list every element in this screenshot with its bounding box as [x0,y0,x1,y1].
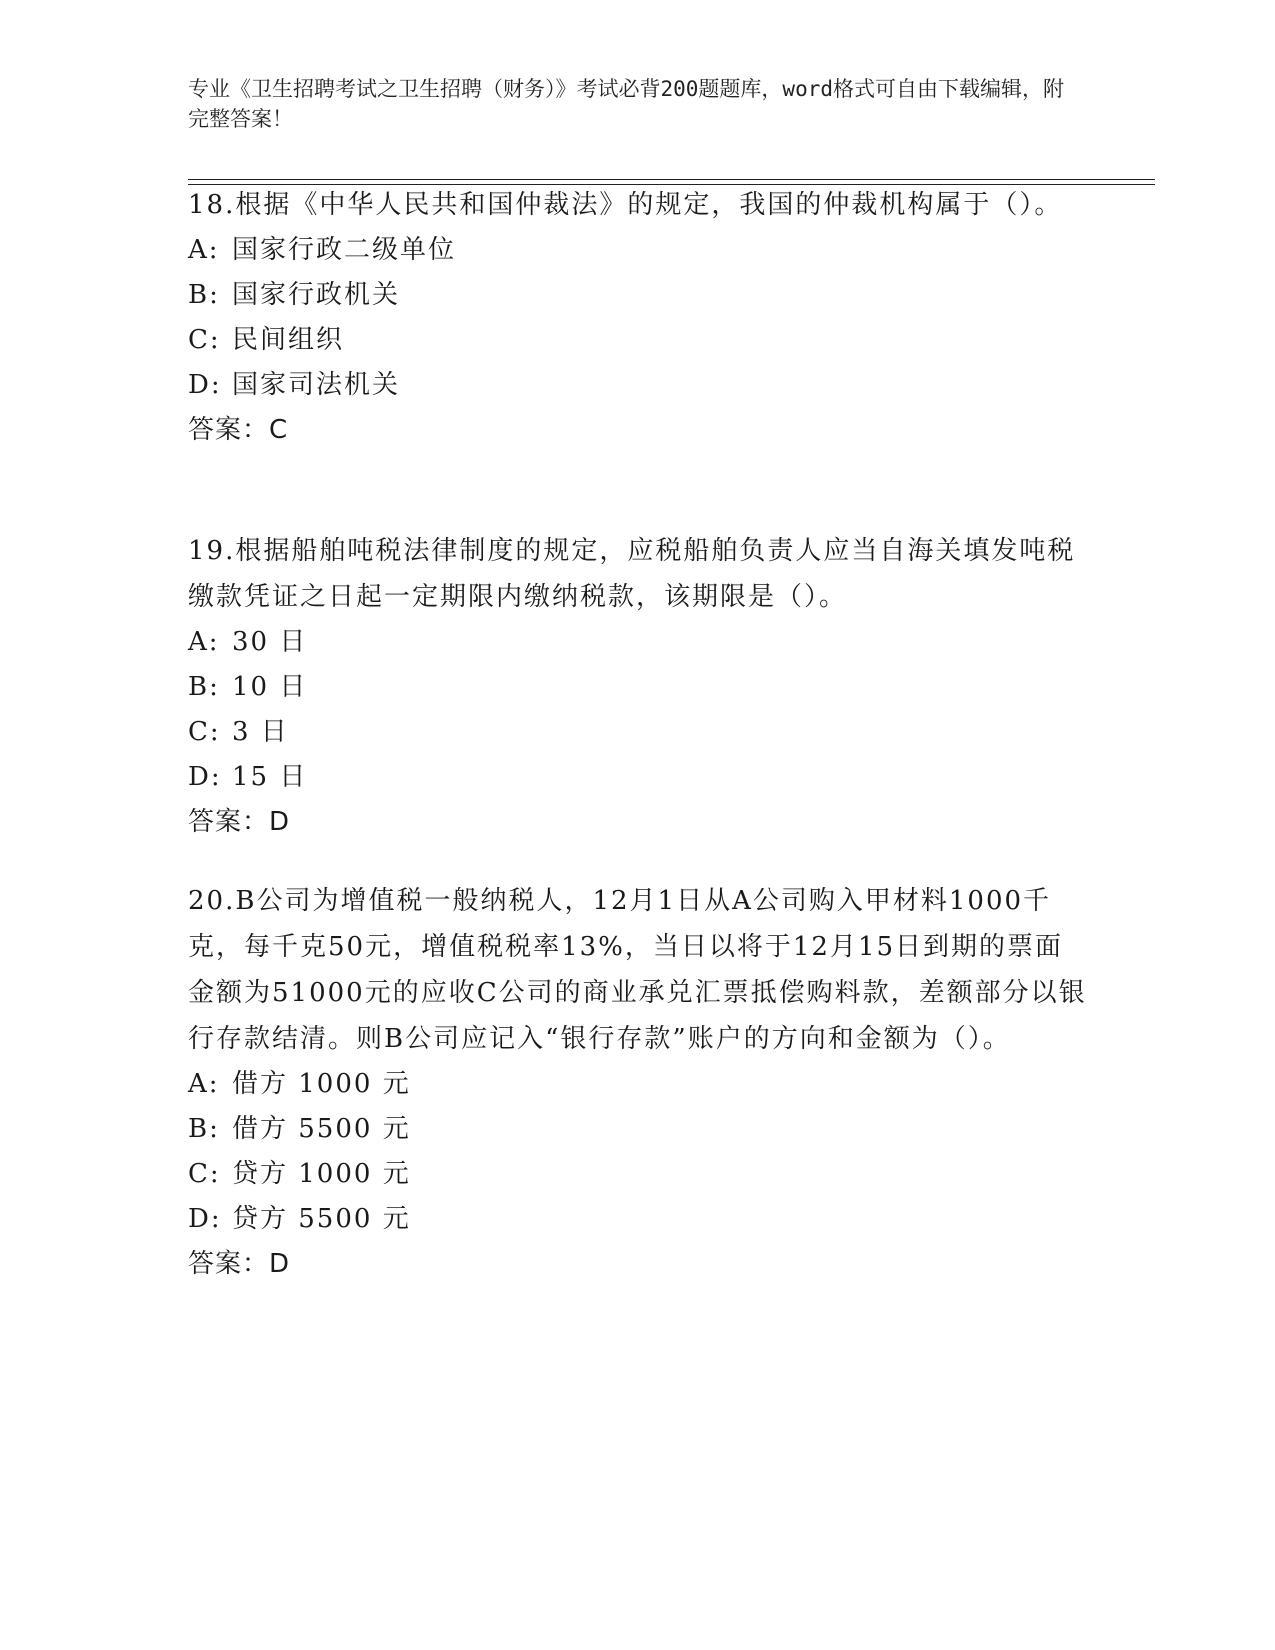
option-text: 贷方 1000 元 [232,1159,411,1189]
option-text: 贷方 5500 元 [232,1204,411,1234]
option-letter: A: [188,627,220,657]
option-text: 国家行政二级单位 [232,235,457,265]
option-letter: B: [188,672,220,702]
option-a [188,620,1088,665]
option-d [188,755,1088,800]
answer-line: 答案：D [188,807,291,837]
option-letter: D: [188,762,222,792]
answer-line: 答案：D [188,1249,291,1279]
answer-line: 答案：C [188,415,289,445]
question-stem: 19.根据船舶吨税法律制度的规定，应税船舶负责人应当自海关填发吨税缴款凭证之日起一定期限内缴纳税款，该期限是（）。 [188,536,1076,612]
option-letter: D: [188,1204,222,1234]
option-letter: C: [188,325,221,355]
option-b [188,665,1088,710]
document-header: 专业《卫生招聘考试之卫生招聘（财务）》考试必背200题题库，word格式可自由下载编辑，附完整答案！ [188,77,1064,131]
option-text: 10 日 [232,672,308,702]
option-text: 30 日 [232,627,308,657]
option-text: 借方 5500 元 [232,1114,411,1144]
option-text: 15 日 [232,762,308,792]
option-a [188,228,1088,273]
option-b [188,1107,1088,1152]
option-letter: C: [188,1159,221,1189]
option-d [188,1197,1088,1242]
question-stem: 18.根据《中华人民共和国仲裁法》的规定，我国的仲裁机构属于（）。 [188,190,1063,220]
option-letter: C: [188,717,221,747]
question-18 [188,182,1088,453]
option-text: 民间组织 [232,325,345,355]
option-text: 借方 1000 元 [232,1069,411,1099]
option-c [188,710,1088,755]
question-stem: 20.B公司为增值税一般纳税人，12月1日从A公司购入甲材料1000千克，每千克50元，增值税税率13%，当日以将于12月15日到期的票面金额为51000元的应收C公司的商业承兑汇票抵偿购料款，差额部分以银行存款结清。则B公司应记入“银行存款”账户的方向和金额为（）。 [188,886,1087,1054]
option-text: 3 日 [232,717,289,747]
option-d [188,363,1088,408]
option-letter: B: [188,1114,220,1144]
option-b [188,273,1088,318]
option-letter: B: [188,280,220,310]
header-rule-top [188,179,1155,180]
option-letter: A: [188,1069,220,1099]
question-20 [188,878,1088,1287]
option-text: 国家行政机关 [232,280,401,310]
option-c [188,318,1088,363]
option-letter: A: [188,235,220,265]
option-c [188,1152,1088,1197]
question-19 [188,528,1088,845]
option-a [188,1062,1088,1107]
option-letter: D: [188,370,222,400]
option-text: 国家司法机关 [232,370,401,400]
